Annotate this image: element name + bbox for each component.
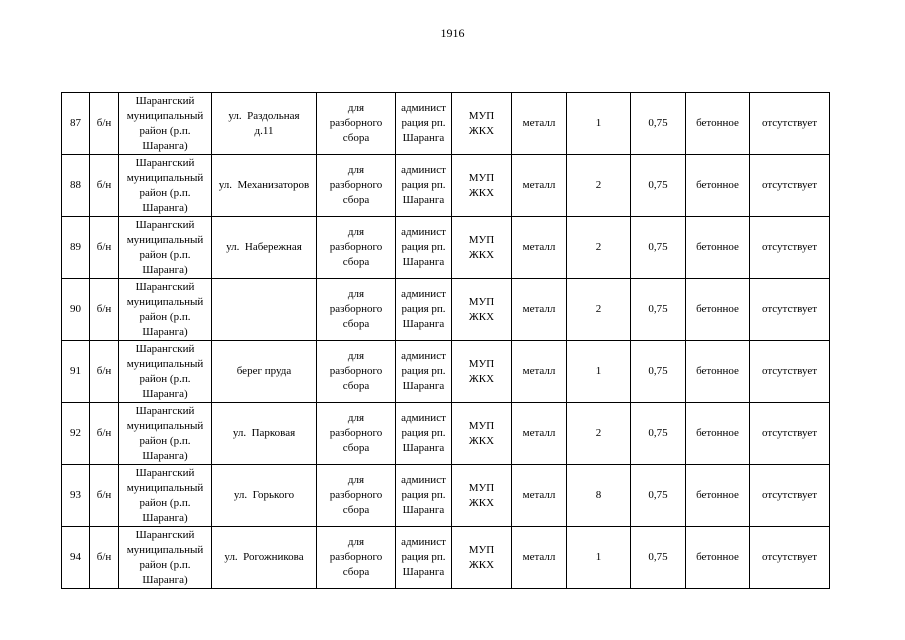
operator-cell: МУП ЖКХ xyxy=(452,155,512,217)
municipality-cell: Шарангский муниципальный район (р.п. Шаранга) xyxy=(119,279,212,341)
table-row xyxy=(62,341,830,403)
operator-cell: МУП ЖКХ xyxy=(452,217,512,279)
fence-cell: отсутствует xyxy=(750,465,830,527)
purpose-cell: для разборного сбора xyxy=(317,217,396,279)
address-cell xyxy=(212,279,317,341)
registration-number: б/н xyxy=(90,155,119,217)
container-volume-cell: 0,75 xyxy=(631,341,686,403)
container-volume-cell: 0,75 xyxy=(631,93,686,155)
base-type-cell: бетонное xyxy=(686,93,750,155)
fence-cell: отсутствует xyxy=(750,279,830,341)
registration-number: б/н xyxy=(90,403,119,465)
table-row xyxy=(62,403,830,465)
registration-number: б/н xyxy=(90,93,119,155)
row-number: 88 xyxy=(62,155,90,217)
purpose-cell: для разборного сбора xyxy=(317,93,396,155)
address-cell: ул. Горького xyxy=(212,465,317,527)
owner-cell: админист рация рп. Шаранга xyxy=(396,527,452,589)
owner-cell: админист рация рп. Шаранга xyxy=(396,279,452,341)
purpose-cell: для разборного сбора xyxy=(317,279,396,341)
container-count-cell: 2 xyxy=(567,155,631,217)
address-cell: ул. Парковая xyxy=(212,403,317,465)
municipality-cell: Шарангский муниципальный район (р.п. Шаранга) xyxy=(119,403,212,465)
registration-number: б/н xyxy=(90,341,119,403)
material-cell: металл xyxy=(512,465,567,527)
purpose-cell: для разборного сбора xyxy=(317,341,396,403)
fence-cell: отсутствует xyxy=(750,217,830,279)
fence-cell: отсутствует xyxy=(750,93,830,155)
page-number: 1916 xyxy=(440,26,465,40)
owner-cell: админист рация рп. Шаранга xyxy=(396,155,452,217)
operator-cell: МУП ЖКХ xyxy=(452,341,512,403)
material-cell: металл xyxy=(512,93,567,155)
municipality-cell: Шарангский муниципальный район (р.п. Шаранга) xyxy=(119,217,212,279)
table-row xyxy=(62,155,830,217)
municipality-cell: Шарангский муниципальный район (р.п. Шаранга) xyxy=(119,341,212,403)
owner-cell: админист рация рп. Шаранга xyxy=(396,217,452,279)
purpose-cell: для разборного сбора xyxy=(317,465,396,527)
table-body xyxy=(62,93,830,589)
material-cell: металл xyxy=(512,403,567,465)
base-type-cell: бетонное xyxy=(686,279,750,341)
base-type-cell: бетонное xyxy=(686,155,750,217)
operator-cell: МУП ЖКХ xyxy=(452,279,512,341)
registration-number: б/н xyxy=(90,279,119,341)
container-volume-cell: 0,75 xyxy=(631,155,686,217)
row-number: 89 xyxy=(62,217,90,279)
address-cell: ул. Механизаторов xyxy=(212,155,317,217)
fence-cell: отсутствует xyxy=(750,341,830,403)
operator-cell: МУП ЖКХ xyxy=(452,403,512,465)
base-type-cell: бетонное xyxy=(686,403,750,465)
row-number: 87 xyxy=(62,93,90,155)
address-cell: берег пруда xyxy=(212,341,317,403)
container-count-cell: 1 xyxy=(567,93,631,155)
material-cell: металл xyxy=(512,279,567,341)
row-number: 92 xyxy=(62,403,90,465)
address-cell: ул. Рогожникова xyxy=(212,527,317,589)
base-type-cell: бетонное xyxy=(686,527,750,589)
base-type-cell: бетонное xyxy=(686,465,750,527)
registration-number: б/н xyxy=(90,527,119,589)
container-count-cell: 1 xyxy=(567,341,631,403)
table-row xyxy=(62,217,830,279)
container-count-cell: 2 xyxy=(567,217,631,279)
operator-cell: МУП ЖКХ xyxy=(452,465,512,527)
table-row xyxy=(62,465,830,527)
base-type-cell: бетонное xyxy=(686,341,750,403)
row-number: 94 xyxy=(62,527,90,589)
container-count-cell: 2 xyxy=(567,279,631,341)
material-cell: металл xyxy=(512,217,567,279)
address-cell: ул. Набережная xyxy=(212,217,317,279)
table-row xyxy=(62,527,830,589)
material-cell: металл xyxy=(512,341,567,403)
table-row xyxy=(62,93,830,155)
container-volume-cell: 0,75 xyxy=(631,527,686,589)
owner-cell: админист рация рп. Шаранга xyxy=(396,93,452,155)
municipality-cell: Шарангский муниципальный район (р.п. Шаранга) xyxy=(119,527,212,589)
registration-number: б/н xyxy=(90,465,119,527)
municipality-cell: Шарангский муниципальный район (р.п. Шаранга) xyxy=(119,93,212,155)
municipality-cell: Шарангский муниципальный район (р.п. Шаранга) xyxy=(119,465,212,527)
container-count-cell: 8 xyxy=(567,465,631,527)
fence-cell: отсутствует xyxy=(750,527,830,589)
container-volume-cell: 0,75 xyxy=(631,279,686,341)
row-number: 93 xyxy=(62,465,90,527)
purpose-cell: для разборного сбора xyxy=(317,403,396,465)
registration-number: б/н xyxy=(90,217,119,279)
table-row xyxy=(62,279,830,341)
owner-cell: админист рация рп. Шаранга xyxy=(396,403,452,465)
base-type-cell: бетонное xyxy=(686,217,750,279)
container-count-cell: 2 xyxy=(567,403,631,465)
municipality-cell: Шарангский муниципальный район (р.п. Шаранга) xyxy=(119,155,212,217)
operator-cell: МУП ЖКХ xyxy=(452,527,512,589)
fence-cell: отсутствует xyxy=(750,155,830,217)
fence-cell: отсутствует xyxy=(750,403,830,465)
owner-cell: админист рация рп. Шаранга xyxy=(396,465,452,527)
address-cell: ул. Раздольная д.11 xyxy=(212,93,317,155)
container-volume-cell: 0,75 xyxy=(631,403,686,465)
owner-cell: админист рация рп. Шаранга xyxy=(396,341,452,403)
purpose-cell: для разборного сбора xyxy=(317,155,396,217)
purpose-cell: для разборного сбора xyxy=(317,527,396,589)
row-number: 91 xyxy=(62,341,90,403)
container-site-table xyxy=(61,92,830,589)
container-volume-cell: 0,75 xyxy=(631,217,686,279)
material-cell: металл xyxy=(512,527,567,589)
operator-cell: МУП ЖКХ xyxy=(452,93,512,155)
container-count-cell: 1 xyxy=(567,527,631,589)
row-number: 90 xyxy=(62,279,90,341)
material-cell: металл xyxy=(512,155,567,217)
container-volume-cell: 0,75 xyxy=(631,465,686,527)
